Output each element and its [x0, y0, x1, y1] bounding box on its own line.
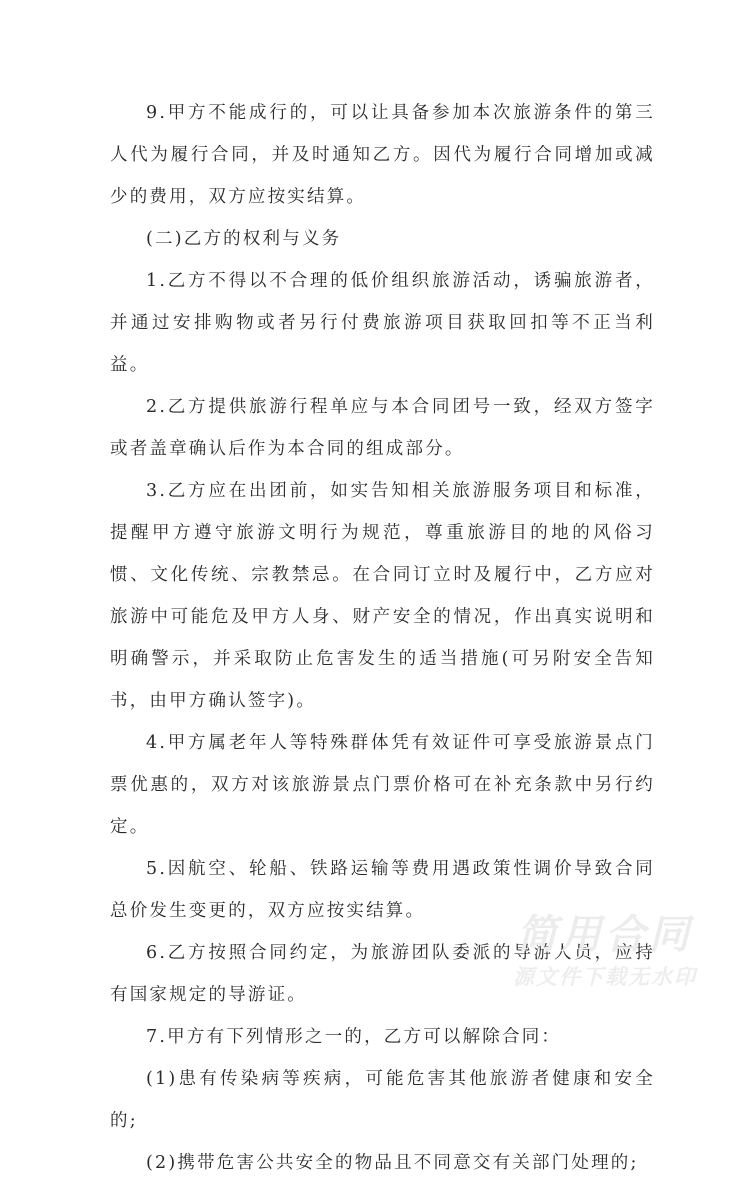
paragraph-clause-2: 2.乙方提供旅游行程单应与本合同团号一致，经双方签字或者盖章确认后作为本合同的组成部分。 [110, 397, 655, 459]
document-page [110, 92, 655, 1184]
watermark-subtitle: 源文件下载无水印 [513, 965, 697, 989]
paragraph-clause-7: 7.甲方有下列情形之一的，乙方可以解除合同： [146, 1027, 562, 1047]
section-heading-party-b-rights: (二)乙方的权利与义务 [146, 229, 342, 249]
watermark [505, 912, 705, 992]
paragraph-clause-6: 6.乙方按照合同约定，为旅游团队委派的导游人员，应持有国家规定的导游证。 [110, 943, 655, 1005]
paragraph-clause-1: 1.乙方不得以不合理的低价组织旅游活动，诱骗旅游者，并通过安排购物或者另行付费旅游项目获取回扣等不正当利益。 [110, 271, 655, 375]
paragraph-clause-5: 5.因航空、轮船、铁路运输等费用遇政策性调价导致合同总价发生变更的，双方应按实结算。 [110, 859, 655, 921]
paragraph-clause-3: 3.乙方应在出团前，如实告知相关旅游服务项目和标准，提醒甲方遵守旅游文明行为规范，尊重旅游目的地的风俗习惯、文化传统、宗教禁忌。在合同订立时及履行中，乙方应对旅游中可能危及甲方人身、财产安全的情况，作出真实说明和明确警示，并采取防止危害发生的适当措施(可另附安全告知书，由甲方确认签字)。 [110, 481, 655, 711]
paragraph-clause-9: 9.甲方不能成行的，可以让具备参加本次旅游条件的第三人代为履行合同，并及时通知乙方。因代为履行合同增加或减少的费用，双方应按实结算。 [110, 103, 655, 207]
paragraph-sub-item-1: (1)患有传染病等疾病，可能危害其他旅游者健康和安全的; [110, 1069, 655, 1131]
paragraph-clause-4: 4.甲方属老年人等特殊群体凭有效证件可享受旅游景点门票优惠的，双方对该旅游景点门票价格可在补充条款中另行约定。 [110, 733, 655, 837]
watermark-title: 简用合同 [517, 912, 693, 958]
paragraph-sub-item-2: (2)携带危害公共安全的物品且不同意交有关部门处理的; [146, 1153, 639, 1173]
